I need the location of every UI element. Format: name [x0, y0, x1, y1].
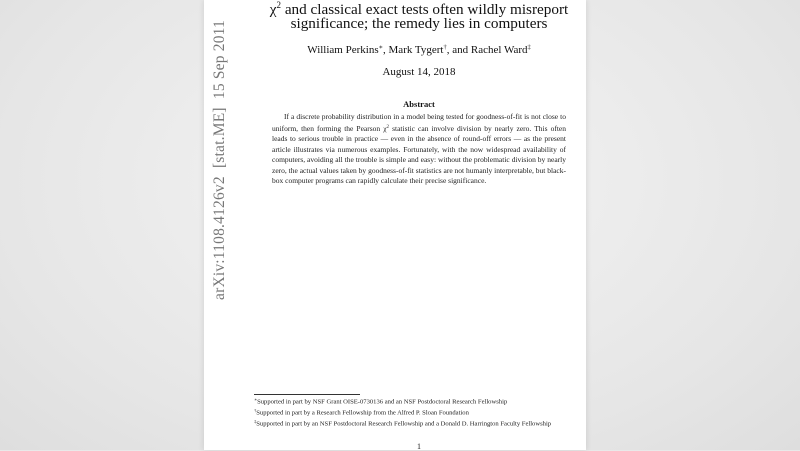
footnote-marker: ∗: [378, 44, 384, 51]
author-name: Mark Tygert: [388, 44, 444, 56]
footnote-text: Supported in part by a Research Fellowship from the Alfred P. Sloan Foundation: [256, 409, 469, 417]
abstract-body: [272, 112, 566, 187]
footnote-marker: ∗: [254, 397, 258, 402]
footnote-item: [254, 418, 588, 429]
abstract-chi-symbol: χ: [383, 123, 387, 133]
abstract-text-end: statistic can involve division by nearly zero. This often leads to serious trouble in practice — even in the absence of round-off errors — as the present article illustrates via numerous examples. Fortunately, with the now widespread availability of computers, avoiding all the trouble is simple and easy: without the problematic division by nearly zero, the actual values taken by goodness-of-fit statistics are not humanly interpretable, but black-box computer programs can rapidly calculate their precise significance.: [272, 123, 566, 185]
abstract-paragraph: [272, 112, 566, 187]
footnote-marker: †: [254, 408, 257, 414]
footnote-text: Supported in part by NSF Grant OISE-0730136 and an NSF Postdoctoral Research Fellowship: [257, 398, 508, 406]
arxiv-identifier-stamp: arXiv:1108.4126v2 [stat.ME] 15 Sep 2011: [211, 20, 228, 300]
abstract-chi-power: 2: [386, 124, 390, 130]
abstract-heading: Abstract: [403, 99, 435, 109]
title-line-1-text: and classical exact tests often wildly misreport: [281, 1, 569, 18]
footnote-divider: [254, 394, 360, 395]
author-separator: , and: [446, 44, 471, 56]
footnote-text: Supported in part by an NSF Postdoctoral Research Fellowship and a Donald D. Harrington Faculty Fellowship: [256, 420, 552, 428]
footnotes: [254, 396, 588, 430]
author-name: William Perkins: [307, 44, 379, 56]
title-chi-symbol: χ: [269, 1, 277, 18]
footnote-marker: ‡: [254, 419, 257, 425]
author-name: Rachel Ward: [470, 44, 528, 56]
title-chi-power: 2: [276, 0, 282, 10]
page-number: 1: [417, 442, 421, 451]
author-list: [254, 43, 584, 56]
footnote-marker: ‡: [527, 44, 531, 51]
footnote-item: [254, 407, 588, 418]
author-separator: ,: [383, 44, 389, 56]
footnote-item: [254, 396, 588, 407]
title-line-2: significance; the remedy lies in computers: [290, 15, 548, 32]
footnote-marker: †: [443, 44, 447, 51]
abstract-text-start: If a discrete probability distribution in a model being tested for goodness-of-fit is not close to uniform, then forming the Pearson: [272, 112, 566, 133]
paper-date: August 14, 2018: [382, 66, 456, 78]
